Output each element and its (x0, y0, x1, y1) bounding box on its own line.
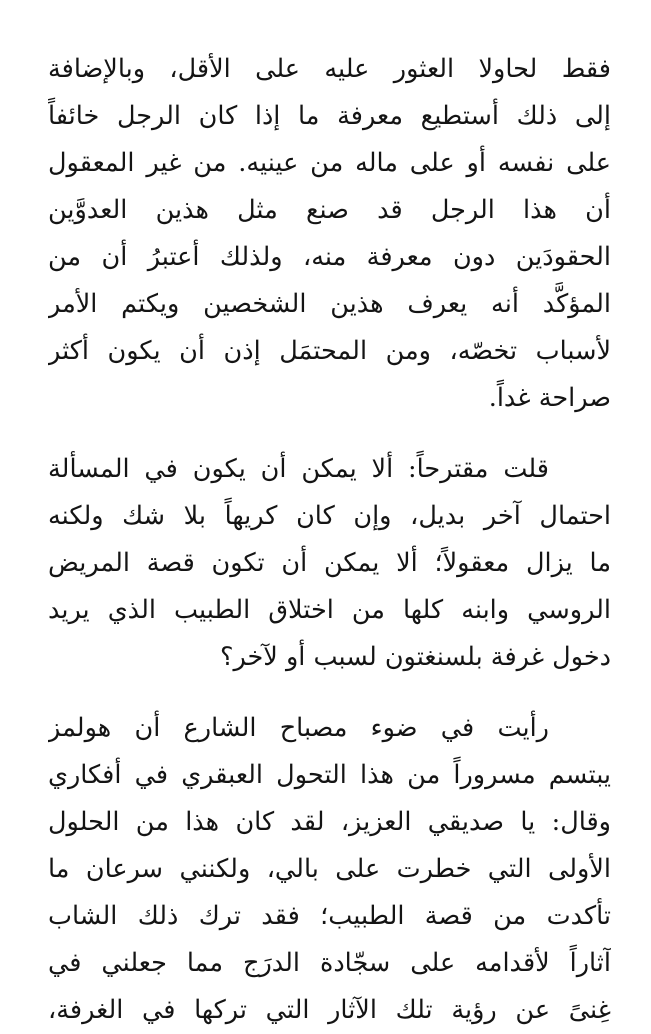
text-line: على نفسه أو على ماله من عينيه. من غير المعقول (48, 148, 611, 178)
paragraph-1 (48, 46, 611, 422)
text-line: قلت مقترحاً: ألا يمكن أن يكون في المسألة (48, 454, 549, 484)
text-line: ما يزال معقولاً؛ ألا يمكن أن تكون قصة المريض (48, 548, 611, 578)
paragraph-3 (48, 705, 611, 1034)
text-line: صراحة غداً. (488, 383, 611, 413)
paragraph-spacer (48, 422, 611, 446)
text-line: رأيت في ضوء مصباح الشارع أن هولمز (48, 713, 549, 743)
text-line: غِنىً عن رؤية تلك الآثار التي تركها في الغرفة، (48, 995, 611, 1025)
text-line: إلى ذلك أستطيع معرفة ما إذا كان الرجل خائفاً (48, 101, 611, 131)
text-line: دخول غرفة بلسنغتون لسبب أو لآخر؟ (219, 642, 611, 672)
paragraph-2 (48, 446, 611, 681)
text-line: الأولى التي خطرت على بالي، ولكنني سرعان ما (48, 854, 611, 884)
text-line: آثاراً لأقدامه على سجّادة الدرَج مما جعلني في (48, 948, 611, 978)
text-line: أن هذا الرجل قد صنع مثل هذين العدوَّين (48, 195, 611, 225)
text-line: لأسباب تخصّه، ومن المحتمَل إذن أن يكون أكثر (48, 336, 611, 366)
text-line: فقط لحاولا العثور عليه على الأقل، وبالإضافة (48, 54, 611, 84)
paragraph-spacer (48, 681, 611, 705)
text-line: يبتسم مسروراً من هذا التحول العبقري في أفكاري (48, 760, 611, 790)
text-line: المؤكَّد أنه يعرف هذين الشخصين ويكتم الأمر (48, 289, 611, 319)
text-line: الروسي وابنه كلها من اختلاق الطبيب الذي يريد (48, 595, 611, 625)
page-text (48, 46, 611, 1034)
text-line: الحقودَين دون معرفة منه، ولذلك أعتبرُ أن من (48, 242, 611, 272)
text-line: وقال: يا صديقي العزيز، لقد كان هذا من الحلول (48, 807, 611, 837)
text-line: احتمال آخر بديل، وإن كان كريهاً بلا شك ولكنه (48, 501, 611, 531)
text-line: تأكدت من قصة الطبيب؛ فقد ترك ذلك الشاب (48, 901, 611, 931)
